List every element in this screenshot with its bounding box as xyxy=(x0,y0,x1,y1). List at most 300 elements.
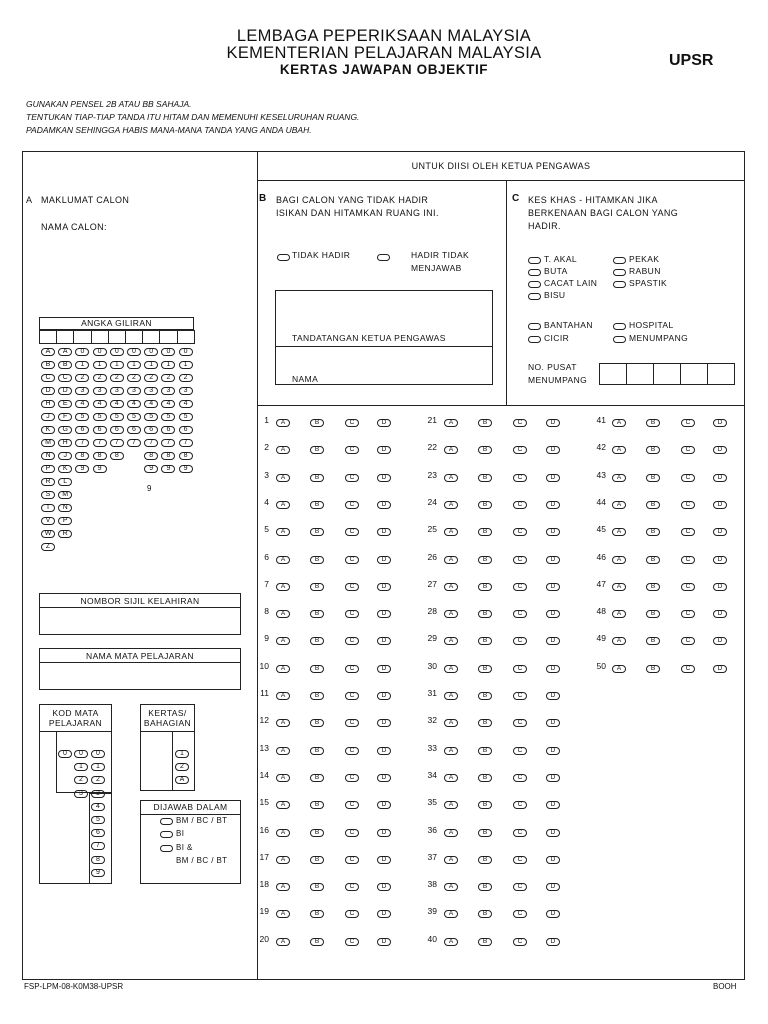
angka-bubble[interactable]: 6 xyxy=(93,426,107,434)
answer-bubble-c[interactable]: C xyxy=(513,419,527,427)
answer-bubble-a[interactable]: A xyxy=(444,883,458,891)
answer-bubble-a[interactable]: A xyxy=(276,419,290,427)
answer-bubble-b[interactable]: B xyxy=(646,474,660,482)
special-bubble-t-akal[interactable] xyxy=(528,257,541,264)
angka-bubble[interactable]: 8 xyxy=(161,452,175,460)
answer-bubble-c[interactable]: C xyxy=(513,774,527,782)
answer-bubble-c[interactable]: C xyxy=(513,474,527,482)
angka-bubble[interactable]: Z xyxy=(41,543,55,551)
angka-bubble[interactable]: 7 xyxy=(75,439,89,447)
answer-bubble-b[interactable]: B xyxy=(310,910,324,918)
answer-bubble-d[interactable]: D xyxy=(713,583,727,591)
answer-bubble-d[interactable]: D xyxy=(377,747,391,755)
answer-bubble-d[interactable]: D xyxy=(713,446,727,454)
angka-bubble[interactable]: M xyxy=(58,491,72,499)
answer-bubble-d[interactable]: D xyxy=(546,610,560,618)
answer-bubble-c[interactable]: C xyxy=(681,501,695,509)
answer-bubble-d[interactable]: D xyxy=(377,774,391,782)
answer-bubble-a[interactable]: A xyxy=(444,774,458,782)
subject-code-bubble[interactable]: 0 xyxy=(58,750,72,758)
answer-bubble-d[interactable]: D xyxy=(546,883,560,891)
answer-bubble-a[interactable]: A xyxy=(276,692,290,700)
answer-bubble-d[interactable]: D xyxy=(377,528,391,536)
paper-bubble-2[interactable]: 2 xyxy=(175,763,189,771)
answer-bubble-a[interactable]: A xyxy=(612,610,626,618)
answer-bubble-b[interactable]: B xyxy=(310,829,324,837)
answer-bubble-b[interactable]: B xyxy=(310,938,324,946)
angka-bubble[interactable]: P xyxy=(41,465,55,473)
answer-bubble-c[interactable]: C xyxy=(513,938,527,946)
angka-bubble[interactable]: C xyxy=(58,374,72,382)
answer-bubble-a[interactable]: A xyxy=(276,829,290,837)
angka-bubble[interactable]: 1 xyxy=(161,361,175,369)
answer-bubble-d[interactable]: D xyxy=(546,528,560,536)
answer-bubble-a[interactable]: A xyxy=(276,665,290,673)
answer-bubble-c[interactable]: C xyxy=(681,583,695,591)
center-number-box[interactable] xyxy=(680,363,708,385)
absent-bubble[interactable] xyxy=(277,254,290,261)
answer-bubble-d[interactable]: D xyxy=(546,692,560,700)
answer-bubble-d[interactable]: D xyxy=(546,856,560,864)
subject-code-bubble[interactable]: 0 xyxy=(74,750,88,758)
angka-bubble[interactable]: E xyxy=(58,400,72,408)
angka-bubble[interactable]: L xyxy=(58,478,72,486)
angka-bubble[interactable]: 3 xyxy=(75,387,89,395)
angka-entry-cell[interactable] xyxy=(159,330,177,344)
answer-bubble-b[interactable]: B xyxy=(310,883,324,891)
answer-bubble-b[interactable]: B xyxy=(310,446,324,454)
subject-code-bubble[interactable]: 3 xyxy=(91,790,105,798)
answer-bubble-a[interactable]: A xyxy=(444,692,458,700)
angka-bubble[interactable]: B xyxy=(58,361,72,369)
answer-bubble-d[interactable]: D xyxy=(377,938,391,946)
angka-bubble[interactable]: 8 xyxy=(110,452,124,460)
answer-bubble-d[interactable]: D xyxy=(713,637,727,645)
special-bubble-bantahan[interactable] xyxy=(528,323,541,330)
angka-bubble[interactable]: 4 xyxy=(161,400,175,408)
angka-entry-cell[interactable] xyxy=(125,330,143,344)
angka-bubble[interactable]: 0 xyxy=(93,348,107,356)
angka-bubble[interactable]: V xyxy=(41,517,55,525)
subject-code-bubble[interactable]: 2 xyxy=(91,776,105,784)
angka-bubble[interactable]: 9 xyxy=(93,465,107,473)
answer-bubble-a[interactable]: A xyxy=(612,474,626,482)
answer-bubble-a[interactable]: A xyxy=(612,556,626,564)
answer-bubble-d[interactable]: D xyxy=(546,938,560,946)
angka-bubble[interactable]: 4 xyxy=(75,400,89,408)
angka-bubble[interactable]: B xyxy=(41,361,55,369)
angka-entry-cell[interactable] xyxy=(56,330,74,344)
angka-bubble[interactable]: R xyxy=(41,478,55,486)
answer-bubble-a[interactable]: A xyxy=(276,610,290,618)
answer-bubble-a[interactable]: A xyxy=(276,910,290,918)
answer-bubble-b[interactable]: B xyxy=(310,556,324,564)
answer-bubble-d[interactable]: D xyxy=(546,829,560,837)
angka-bubble[interactable]: 5 xyxy=(93,413,107,421)
answer-bubble-b[interactable]: B xyxy=(646,583,660,591)
answer-bubble-d[interactable]: D xyxy=(713,474,727,482)
special-bubble-cicir[interactable] xyxy=(528,336,541,343)
angka-bubble[interactable]: W xyxy=(41,530,55,538)
answer-bubble-c[interactable]: C xyxy=(681,610,695,618)
answer-bubble-c[interactable]: C xyxy=(345,938,359,946)
angka-bubble[interactable]: A xyxy=(41,348,55,356)
answer-bubble-c[interactable]: C xyxy=(513,637,527,645)
answer-bubble-a[interactable]: A xyxy=(444,719,458,727)
angka-bubble[interactable]: 2 xyxy=(75,374,89,382)
answer-bubble-a[interactable]: A xyxy=(612,501,626,509)
lang-bubble-bi[interactable] xyxy=(160,831,173,838)
angka-bubble[interactable]: 5 xyxy=(179,413,193,421)
angka-bubble[interactable]: D xyxy=(58,387,72,395)
answer-bubble-d[interactable]: D xyxy=(377,610,391,618)
answer-bubble-a[interactable]: A xyxy=(276,474,290,482)
angka-bubble[interactable]: 3 xyxy=(93,387,107,395)
answer-bubble-b[interactable]: B xyxy=(478,747,492,755)
angka-bubble[interactable]: 7 xyxy=(127,439,141,447)
answer-bubble-a[interactable]: A xyxy=(444,637,458,645)
answer-bubble-a[interactable]: A xyxy=(444,419,458,427)
angka-bubble[interactable]: R xyxy=(58,530,72,538)
angka-bubble[interactable]: 2 xyxy=(127,374,141,382)
answer-bubble-d[interactable]: D xyxy=(546,747,560,755)
answer-bubble-c[interactable]: C xyxy=(345,446,359,454)
answer-bubble-b[interactable]: B xyxy=(478,665,492,673)
angka-entry-cell[interactable] xyxy=(142,330,160,344)
answer-bubble-d[interactable]: D xyxy=(377,719,391,727)
subject-code-bubble[interactable]: 1 xyxy=(74,763,88,771)
subject-code-bubble[interactable]: 7 xyxy=(91,842,105,850)
angka-bubble[interactable]: 2 xyxy=(93,374,107,382)
answer-bubble-d[interactable]: D xyxy=(377,883,391,891)
answer-bubble-a[interactable]: A xyxy=(444,829,458,837)
angka-bubble[interactable]: 7 xyxy=(93,439,107,447)
angka-bubble[interactable]: 1 xyxy=(127,361,141,369)
special-bubble-menumpang[interactable] xyxy=(613,336,626,343)
angka-bubble[interactable]: J xyxy=(58,452,72,460)
answer-bubble-c[interactable]: C xyxy=(513,829,527,837)
angka-bubble[interactable]: P xyxy=(58,517,72,525)
answer-bubble-c[interactable]: C xyxy=(513,883,527,891)
answer-bubble-b[interactable]: B xyxy=(310,801,324,809)
answer-bubble-d[interactable]: D xyxy=(546,446,560,454)
answer-bubble-d[interactable]: D xyxy=(377,692,391,700)
answer-bubble-c[interactable]: C xyxy=(345,856,359,864)
answer-bubble-a[interactable]: A xyxy=(444,583,458,591)
answer-bubble-c[interactable]: C xyxy=(513,692,527,700)
angka-bubble[interactable]: A xyxy=(58,348,72,356)
answer-bubble-d[interactable]: D xyxy=(377,856,391,864)
subject-code-bubble[interactable]: 1 xyxy=(91,763,105,771)
answer-bubble-b[interactable]: B xyxy=(310,719,324,727)
answer-bubble-a[interactable]: A xyxy=(444,528,458,536)
answer-bubble-c[interactable]: C xyxy=(345,801,359,809)
angka-bubble[interactable]: 4 xyxy=(93,400,107,408)
answer-bubble-d[interactable]: D xyxy=(546,474,560,482)
answer-bubble-a[interactable]: A xyxy=(276,583,290,591)
answer-bubble-c[interactable]: C xyxy=(513,583,527,591)
angka-bubble[interactable]: 3 xyxy=(161,387,175,395)
answer-bubble-a[interactable]: A xyxy=(444,665,458,673)
subject-code-bubble[interactable]: 0 xyxy=(91,750,105,758)
center-number-box[interactable] xyxy=(707,363,735,385)
angka-entry-cell[interactable] xyxy=(177,330,195,344)
subject-code-bubble[interactable]: 8 xyxy=(91,856,105,864)
angka-bubble[interactable]: K xyxy=(41,426,55,434)
angka-bubble[interactable]: 1 xyxy=(93,361,107,369)
answer-bubble-c[interactable]: C xyxy=(345,747,359,755)
answer-bubble-d[interactable]: D xyxy=(546,910,560,918)
special-bubble-spastik[interactable] xyxy=(613,281,626,288)
answer-bubble-d[interactable]: D xyxy=(713,665,727,673)
angka-bubble[interactable]: 3 xyxy=(110,387,124,395)
answer-bubble-a[interactable]: A xyxy=(276,883,290,891)
angka-bubble[interactable]: 4 xyxy=(127,400,141,408)
answer-bubble-a[interactable]: A xyxy=(444,501,458,509)
answer-bubble-d[interactable]: D xyxy=(377,419,391,427)
answer-bubble-b[interactable]: B xyxy=(478,446,492,454)
answer-bubble-c[interactable]: C xyxy=(345,528,359,536)
angka-bubble[interactable]: 3 xyxy=(179,387,193,395)
answer-bubble-c[interactable]: C xyxy=(513,610,527,618)
answer-bubble-c[interactable]: C xyxy=(513,719,527,727)
subject-code-bubble[interactable]: 9 xyxy=(91,869,105,877)
paper-bubble-a[interactable]: A xyxy=(175,776,189,784)
answer-bubble-d[interactable]: D xyxy=(546,665,560,673)
subject-code-bubble[interactable]: 2 xyxy=(74,776,88,784)
angka-bubble[interactable]: F xyxy=(58,413,72,421)
answer-bubble-c[interactable]: C xyxy=(513,856,527,864)
answer-bubble-c[interactable]: C xyxy=(513,665,527,673)
angka-bubble[interactable]: 2 xyxy=(179,374,193,382)
answer-bubble-a[interactable]: A xyxy=(612,583,626,591)
answer-bubble-a[interactable]: A xyxy=(276,856,290,864)
special-bubble-hospital[interactable] xyxy=(613,323,626,330)
answer-bubble-b[interactable]: B xyxy=(310,419,324,427)
answer-bubble-c[interactable]: C xyxy=(345,719,359,727)
angka-bubble[interactable]: 1 xyxy=(144,361,158,369)
angka-bubble[interactable]: 5 xyxy=(161,413,175,421)
answer-bubble-d[interactable]: D xyxy=(377,665,391,673)
paper-bubble-1[interactable]: 1 xyxy=(175,750,189,758)
answer-bubble-a[interactable]: A xyxy=(444,474,458,482)
answer-bubble-a[interactable]: A xyxy=(444,856,458,864)
angka-bubble[interactable]: 6 xyxy=(144,426,158,434)
angka-bubble[interactable]: 0 xyxy=(110,348,124,356)
answer-bubble-d[interactable]: D xyxy=(546,501,560,509)
answer-bubble-c[interactable]: C xyxy=(681,474,695,482)
answer-bubble-a[interactable]: A xyxy=(612,637,626,645)
angka-bubble[interactable]: 8 xyxy=(93,452,107,460)
angka-bubble[interactable]: 4 xyxy=(179,400,193,408)
angka-bubble[interactable]: M xyxy=(41,439,55,447)
answer-bubble-a[interactable]: A xyxy=(444,556,458,564)
angka-bubble[interactable]: 9 xyxy=(179,465,193,473)
answer-bubble-a[interactable]: A xyxy=(276,938,290,946)
answer-bubble-b[interactable]: B xyxy=(478,610,492,618)
answer-bubble-b[interactable]: B xyxy=(646,665,660,673)
subject-code-bubble[interactable]: 3 xyxy=(74,790,88,798)
answer-bubble-b[interactable]: B xyxy=(310,692,324,700)
angka-bubble[interactable]: G xyxy=(58,426,72,434)
angka-bubble[interactable]: 7 xyxy=(110,439,124,447)
answer-bubble-b[interactable]: B xyxy=(310,583,324,591)
answer-bubble-c[interactable]: C xyxy=(681,446,695,454)
answer-bubble-d[interactable]: D xyxy=(546,637,560,645)
angka-bubble[interactable]: 7 xyxy=(179,439,193,447)
answer-bubble-d[interactable]: D xyxy=(546,419,560,427)
answer-bubble-d[interactable]: D xyxy=(546,556,560,564)
answer-bubble-c[interactable]: C xyxy=(345,692,359,700)
angka-bubble[interactable]: S xyxy=(41,491,55,499)
lang-bubble-bm[interactable] xyxy=(160,818,173,825)
subject-code-bubble[interactable]: 5 xyxy=(91,816,105,824)
answer-bubble-c[interactable]: C xyxy=(345,610,359,618)
answer-bubble-d[interactable]: D xyxy=(377,910,391,918)
answer-bubble-b[interactable]: B xyxy=(646,501,660,509)
answer-bubble-a[interactable]: A xyxy=(276,719,290,727)
answer-bubble-d[interactable]: D xyxy=(377,583,391,591)
answer-bubble-b[interactable]: B xyxy=(478,419,492,427)
answer-bubble-c[interactable]: C xyxy=(513,556,527,564)
answer-bubble-b[interactable]: B xyxy=(310,474,324,482)
subject-code-bubble[interactable]: 6 xyxy=(91,829,105,837)
answer-bubble-d[interactable]: D xyxy=(377,556,391,564)
answer-bubble-d[interactable]: D xyxy=(546,801,560,809)
angka-bubble[interactable]: 6 xyxy=(127,426,141,434)
angka-bubble[interactable]: 4 xyxy=(110,400,124,408)
answer-bubble-b[interactable]: B xyxy=(310,637,324,645)
angka-bubble[interactable]: 2 xyxy=(144,374,158,382)
answer-bubble-d[interactable]: D xyxy=(713,501,727,509)
answer-bubble-b[interactable]: B xyxy=(478,474,492,482)
answer-bubble-c[interactable]: C xyxy=(681,419,695,427)
answer-bubble-d[interactable]: D xyxy=(377,474,391,482)
angka-bubble[interactable]: 6 xyxy=(161,426,175,434)
answer-bubble-b[interactable]: B xyxy=(478,501,492,509)
angka-entry-cell[interactable] xyxy=(108,330,126,344)
answer-bubble-c[interactable]: C xyxy=(513,801,527,809)
answer-bubble-d[interactable]: D xyxy=(713,556,727,564)
angka-bubble[interactable]: J xyxy=(41,413,55,421)
answer-bubble-c[interactable]: C xyxy=(681,665,695,673)
center-number-box[interactable] xyxy=(626,363,654,385)
angka-bubble[interactable]: K xyxy=(58,465,72,473)
angka-bubble[interactable]: 1 xyxy=(179,361,193,369)
answer-bubble-d[interactable]: D xyxy=(377,446,391,454)
angka-entry-cell[interactable] xyxy=(73,330,91,344)
center-number-box[interactable] xyxy=(653,363,681,385)
angka-bubble[interactable]: 5 xyxy=(75,413,89,421)
answer-bubble-b[interactable]: B xyxy=(310,774,324,782)
answer-bubble-d[interactable]: D xyxy=(546,774,560,782)
answer-bubble-b[interactable]: B xyxy=(646,556,660,564)
angka-bubble[interactable]: 0 xyxy=(75,348,89,356)
answer-bubble-c[interactable]: C xyxy=(681,528,695,536)
angka-bubble[interactable]: 0 xyxy=(144,348,158,356)
answer-bubble-c[interactable]: C xyxy=(345,665,359,673)
answer-bubble-a[interactable]: A xyxy=(612,446,626,454)
answer-bubble-a[interactable]: A xyxy=(276,446,290,454)
answer-bubble-d[interactable]: D xyxy=(546,583,560,591)
answer-bubble-c[interactable]: C xyxy=(345,883,359,891)
angka-bubble[interactable]: T xyxy=(41,504,55,512)
answer-bubble-a[interactable]: A xyxy=(612,419,626,427)
angka-bubble[interactable]: 7 xyxy=(144,439,158,447)
answer-bubble-b[interactable]: B xyxy=(478,883,492,891)
answer-bubble-c[interactable]: C xyxy=(681,637,695,645)
answer-bubble-b[interactable]: B xyxy=(310,501,324,509)
center-number-box[interactable] xyxy=(599,363,627,385)
answer-bubble-a[interactable]: A xyxy=(276,501,290,509)
answer-bubble-d[interactable]: D xyxy=(377,501,391,509)
angka-bubble[interactable]: C xyxy=(41,374,55,382)
answer-bubble-a[interactable]: A xyxy=(276,747,290,755)
angka-bubble[interactable]: 6 xyxy=(75,426,89,434)
answer-bubble-a[interactable]: A xyxy=(612,528,626,536)
answer-bubble-b[interactable]: B xyxy=(478,583,492,591)
answer-bubble-b[interactable]: B xyxy=(646,419,660,427)
angka-entry-cell[interactable] xyxy=(91,330,109,344)
answer-bubble-b[interactable]: B xyxy=(478,910,492,918)
answer-bubble-c[interactable]: C xyxy=(345,583,359,591)
answer-bubble-b[interactable]: B xyxy=(478,774,492,782)
answer-bubble-c[interactable]: C xyxy=(513,528,527,536)
angka-bubble[interactable]: 6 xyxy=(110,426,124,434)
special-bubble-rabun[interactable] xyxy=(613,269,626,276)
answer-bubble-b[interactable]: B xyxy=(478,719,492,727)
answer-bubble-b[interactable]: B xyxy=(478,829,492,837)
angka-bubble[interactable]: 5 xyxy=(144,413,158,421)
angka-bubble[interactable]: 9 xyxy=(161,465,175,473)
answer-bubble-c[interactable]: C xyxy=(513,501,527,509)
answer-bubble-a[interactable]: A xyxy=(276,801,290,809)
angka-bubble[interactable]: 2 xyxy=(110,374,124,382)
angka-bubble[interactable]: 0 xyxy=(127,348,141,356)
angka-bubble[interactable]: 9 xyxy=(144,465,158,473)
answer-bubble-b[interactable]: B xyxy=(310,610,324,618)
answer-bubble-b[interactable]: B xyxy=(478,856,492,864)
angka-bubble[interactable]: 3 xyxy=(144,387,158,395)
answer-bubble-b[interactable]: B xyxy=(478,637,492,645)
answer-bubble-c[interactable]: C xyxy=(345,637,359,645)
answer-bubble-c[interactable]: C xyxy=(345,419,359,427)
answer-bubble-b[interactable]: B xyxy=(646,637,660,645)
answer-bubble-c[interactable]: C xyxy=(513,446,527,454)
answer-bubble-a[interactable]: A xyxy=(444,747,458,755)
angka-bubble[interactable]: 9 xyxy=(75,465,89,473)
answer-bubble-a[interactable]: A xyxy=(612,665,626,673)
angka-bubble[interactable]: 7 xyxy=(161,439,175,447)
answer-bubble-d[interactable]: D xyxy=(377,829,391,837)
answer-bubble-d[interactable]: D xyxy=(546,719,560,727)
answer-bubble-b[interactable]: B xyxy=(478,692,492,700)
answer-bubble-b[interactable]: B xyxy=(310,856,324,864)
special-bubble-cacat-lain[interactable] xyxy=(528,281,541,288)
present-no-answer-bubble[interactable] xyxy=(377,254,390,261)
answer-bubble-b[interactable]: B xyxy=(478,938,492,946)
answer-bubble-d[interactable]: D xyxy=(713,528,727,536)
angka-bubble[interactable]: 0 xyxy=(179,348,193,356)
answer-bubble-a[interactable]: A xyxy=(276,528,290,536)
angka-bubble[interactable]: 8 xyxy=(75,452,89,460)
subject-code-bubble[interactable]: 4 xyxy=(91,803,105,811)
answer-bubble-c[interactable]: C xyxy=(513,747,527,755)
answer-bubble-c[interactable]: C xyxy=(345,829,359,837)
angka-bubble[interactable]: 1 xyxy=(110,361,124,369)
angka-bubble[interactable]: 2 xyxy=(161,374,175,382)
answer-bubble-d[interactable]: D xyxy=(713,419,727,427)
